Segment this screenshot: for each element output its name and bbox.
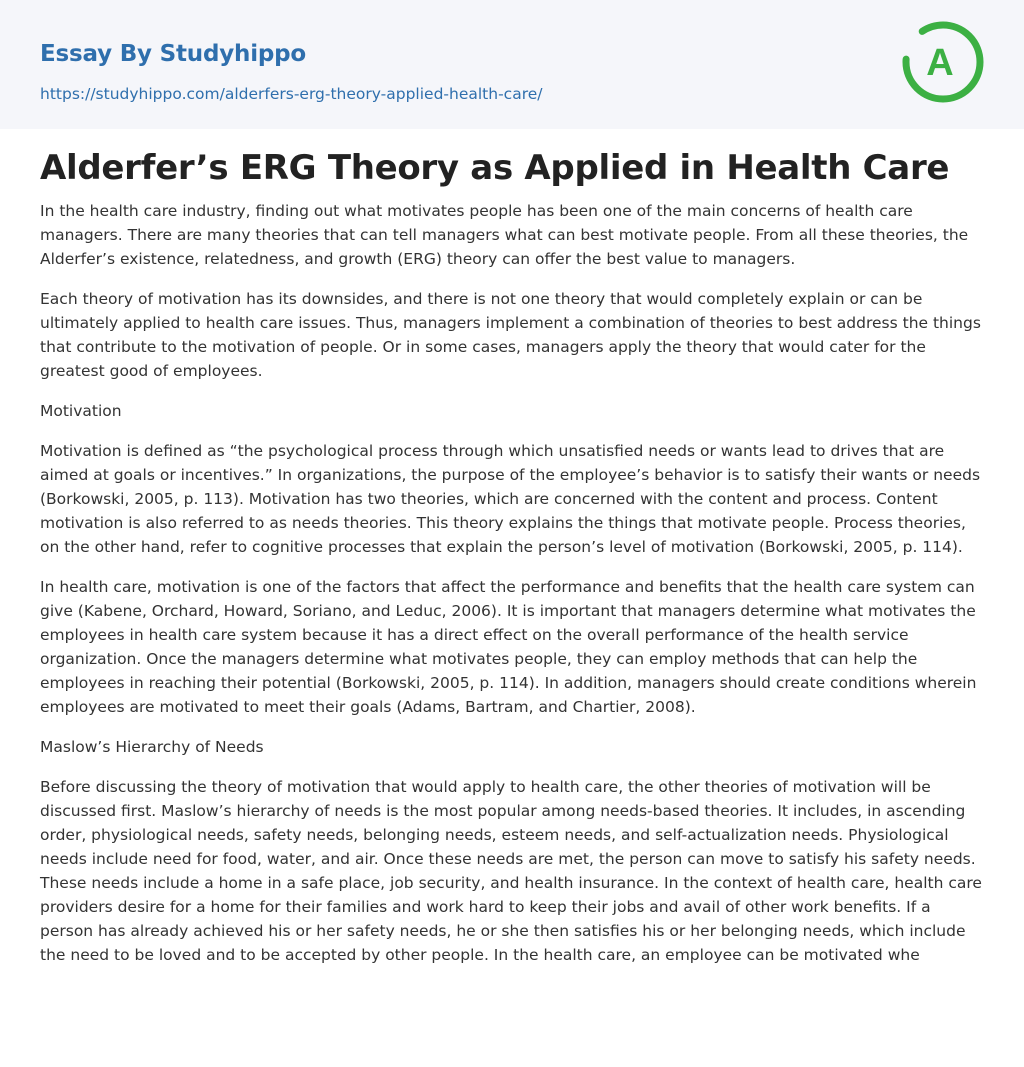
letter-a-circle-icon[interactable] [900, 19, 986, 105]
section-heading-maslow: Maslow’s Hierarchy of Needs [40, 738, 264, 756]
site-brand[interactable]: Essay By Studyhippo [40, 41, 307, 67]
essay-url-link[interactable]: https://studyhippo.com/alderfers-erg-theory-applied-health-care/ [40, 85, 543, 103]
essay-paragraph: In the health care industry, finding out what motivates people has been one of the main concerns of health care managers. There are many theories that can tell managers what can best motivate people. From all these theories, the Alderfer’s existence, relatedness, and growth (ERG) theory can offer the best value to managers. [40, 202, 969, 268]
site-header [0, 0, 1024, 129]
logo-letter: A [926, 42, 954, 84]
section-heading-motivation: Motivation [40, 402, 122, 420]
essay-paragraph: In health care, motivation is one of the factors that affect the performance and benefits that the health care system can give (Kabene, Orchard, Howard, Soriano, and Leduc, 2006). It is important that managers determine what motivates the employees in health care system because it has a direct effect on the overall performance of the health service organization. Once the managers determine what motivates people, they can employ methods that can help the employees in reaching their potential (Borkowski, 2005, p. 114). In addition, managers should create conditions wherein employees are motivated to meet their goals (Adams, Bartram, and Chartier, 2008). [40, 578, 977, 716]
essay-title: Alderfer’s ERG Theory as Applied in Health Care [40, 148, 950, 188]
essay-content [0, 129, 1024, 967]
essay-paragraph: Before discussing the theory of motivation that would apply to health care, the other theories of motivation will be discussed first. Maslow’s hierarchy of needs is the most popular among needs-based theories. It includes, in ascending order, physiological needs, safety needs, belonging needs, esteem needs, and self-actualization needs. Physiological needs include need for food, water, and air. Once these needs are met, the person can move to satisfy his safety needs. These needs include a home in a safe place, job security, and health insurance. In the context of health care, health care providers desire for a home for their families and work hard to keep their jobs and avail of other work benefits. If a person has already achieved his or her safety needs, he or she then satisfies his or her belonging needs, which include the need to be loved and to be accepted by other people. In the health care, an employee can be motivated whe [40, 778, 982, 964]
essay-paragraph: Each theory of motivation has its downsides, and there is not one theory that would completely explain or can be ultimately applied to health care issues. Thus, managers implement a combination of theories to best address the things that contribute to the motivation of people. Or in some cases, managers apply the theory that would cater for the greatest good of employees. [40, 290, 981, 380]
essay-paragraph: Motivation is defined as “the psychological process through which unsatisfied needs or wants lead to drives that are aimed at goals or incentives.” In organizations, the purpose of the employee’s behavior is to satisfy their wants or needs (Borkowski, 2005, p. 113). Motivation has two theories, which are concerned with the content and process. Content motivation is also referred to as needs theories. This theory explains the things that motivate people. Process theories, on the other hand, refer to cognitive processes that explain the person’s level of motivation (Borkowski, 2005, p. 114). [40, 442, 981, 556]
